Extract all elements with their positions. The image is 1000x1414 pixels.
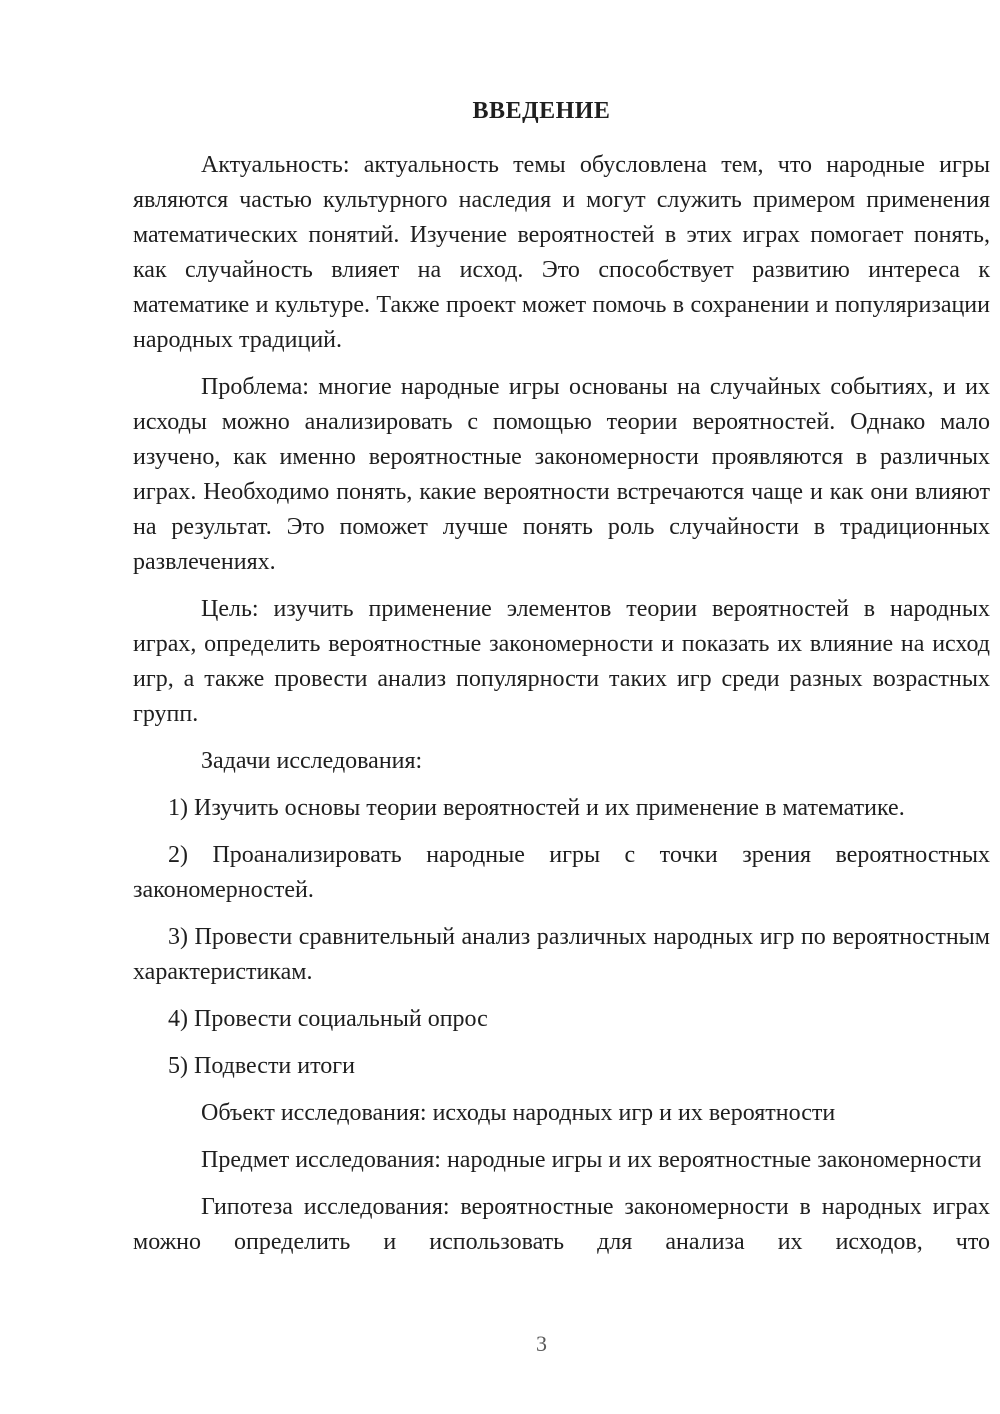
- page-title: ВВЕДЕНИЕ: [472, 98, 611, 124]
- paragraph: Задачи исследования:: [201, 748, 423, 774]
- paragraph: Цель: изучить применение элементов теории вероятностей в народных играх, определить вероятностные закономерности и показать их влияние на исход игр, а также провести анализ популярности таких игр среди разных возрастных групп.: [133, 596, 990, 727]
- document-body: [133, 148, 990, 1260]
- paragraph: 4) Провести социальный опрос: [168, 1006, 488, 1032]
- paragraph: Гипотеза исследования: вероятностные закономерности в народных играх можно определить и использовать для анализа их исходов, что: [133, 1194, 990, 1255]
- paragraph: 3) Провести сравнительный анализ различных народных игр по вероятностным характеристикам.: [133, 924, 990, 985]
- paragraph: Предмет исследования: народные игры и их вероятностные закономерности: [201, 1147, 982, 1173]
- paragraph: Объект исследования: исходы народных игр и их вероятности: [201, 1100, 836, 1126]
- paragraph: Проблема: многие народные игры основаны на случайных событиях, и их исходы можно анализировать с помощью теории вероятностей. Однако мало изучено, как именно вероятностные закономерности проявляются в различных играх. Необходимо понять, какие вероятности встречаются чаще и как они влияют на результат. Это поможет лучше понять роль случайности в традиционных развлечениях.: [133, 374, 990, 575]
- page-number: 3: [536, 1331, 547, 1356]
- paragraph: 2) Проанализировать народные игры с точки зрения вероятностных закономерностей.: [133, 842, 990, 903]
- paragraph: 1) Изучить основы теории вероятностей и их применение в математике.: [168, 795, 905, 821]
- paragraph: 5) Подвести итоги: [168, 1053, 355, 1079]
- paragraph: Актуальность: актуальность темы обусловлена тем, что народные игры являются частью культурного наследия и могут служить примером применения математических понятий. Изучение вероятностей в этих играх помогает понять, как случайность влияет на исход. Это способствует развитию интереса к математике и культуре. Также проект может помочь в сохранении и популяризации народных традиций.: [133, 152, 990, 353]
